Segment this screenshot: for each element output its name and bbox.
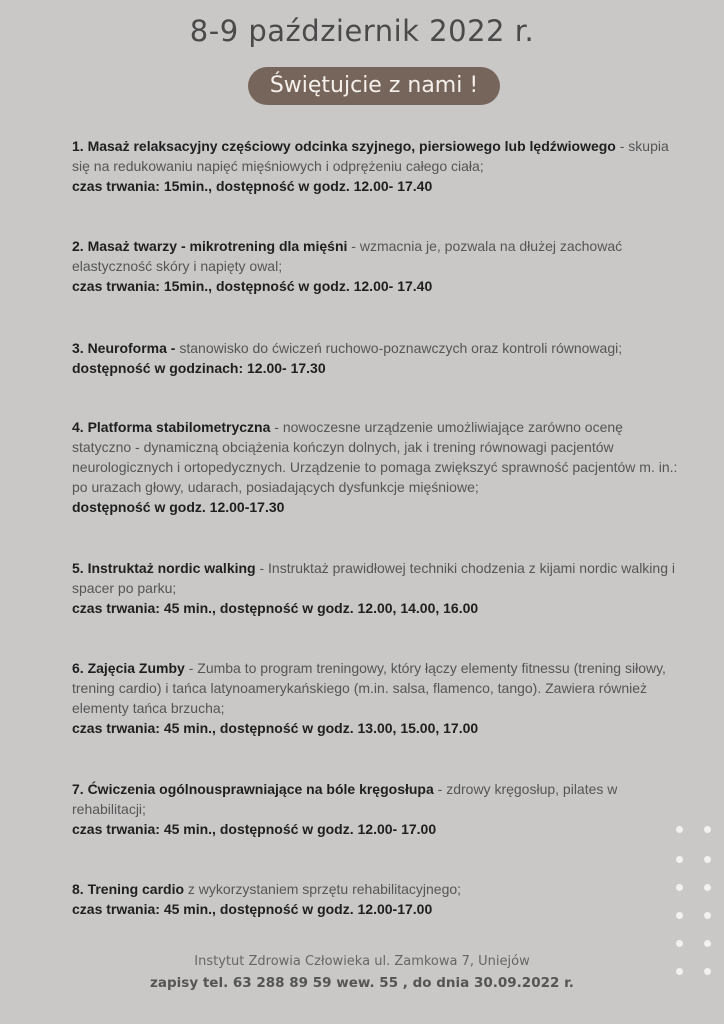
dot-icon: [676, 912, 683, 919]
item-desc: stanowisko do ćwiczeń ruchowo-poznawczych oraz kontroli równowagi;: [175, 340, 623, 356]
item-desc: - nowoczesne urządzenie umożliwiające zarówno ocenę statyczno - dynamiczną obciążenia kończyn dolnych, jak i trening równowagi pacjentów neurologicznych i ortopedycznych. Urządzenie to pomaga zwiększyć sprawność pacjentów m. in.: po urazach głowy, udarach, posiadających dysfunkcje mięśniowe;: [72, 419, 678, 495]
dot-icon: [704, 912, 711, 919]
list-item-face-massage: [72, 236, 682, 296]
item-detail: czas trwania: 45 min., dostępność w godz. 12.00, 14.00, 16.00: [72, 600, 479, 616]
dot-icon: [676, 856, 683, 863]
dot-icon: [704, 940, 711, 947]
item-detail: czas trwania: 45 min., dostępność w godz. 12.00-17.00: [72, 901, 433, 917]
dot-icon: [704, 826, 711, 833]
item-desc: - Zumba to program treningowy, który łączy elementy fitnessu (trening siłowy, trening cardio) i tańca latynoamerykańskiego (m.in. salsa, flamenco, tango). Zawiera również elementy tańca brzucha;: [72, 660, 666, 716]
event-date: 8-9 październik 2022 r.: [189, 14, 535, 48]
item-desc: - skupia się na redukowaniu napięć mięśniowych i odprężeniu całego ciała;: [72, 138, 669, 174]
dot-icon: [676, 884, 683, 891]
item-title: 7. Ćwiczenia ogólnousprawniające na bóle kręgosłupa: [72, 781, 434, 797]
item-title: 5. Instruktaż nordic walking: [72, 560, 256, 576]
list-item-cardio: [72, 879, 682, 919]
item-detail: czas trwania: 15min., dostępność w godz. 12.00- 17.40: [72, 278, 433, 294]
celebrate-badge: Świętujcie z nami !: [248, 67, 500, 105]
dot-icon: [676, 968, 683, 975]
item-detail: dostępność w godz. 12.00-17.30: [72, 499, 285, 515]
footer-address: Instytut Zdrowia Człowieka ul. Zamkowa 7, Uniejów: [194, 954, 530, 969]
item-title: 4. Platforma stabilometryczna: [72, 419, 271, 435]
item-desc: - Instruktaż prawidłowej techniki chodzenia z kijami nordic walking i spacer po parku;: [72, 560, 675, 596]
list-item-massage-relax: [72, 136, 682, 196]
list-item-platform: [72, 417, 682, 517]
list-item-neuroforma: [72, 338, 682, 378]
item-title: 6. Zajęcia Zumby: [72, 660, 185, 676]
item-desc: - wzmacnia je, pozwala na dłużej zachować elastyczność skóry i napięty owal;: [72, 238, 623, 274]
dot-icon: [676, 940, 683, 947]
item-desc: - zdrowy kręgosłup, pilates w rehabilitacji;: [72, 781, 618, 817]
item-detail: czas trwania: 45 min., dostępność w godz. 13.00, 15.00, 17.00: [72, 720, 479, 736]
dot-icon: [676, 826, 683, 833]
decorative-dots: [668, 822, 724, 992]
item-detail: czas trwania: 45 min., dostępność w godz. 12.00- 17.00: [72, 821, 437, 837]
dot-icon: [704, 884, 711, 891]
list-item-nordic-walking: [72, 558, 682, 618]
item-title: 1. Masaż relaksacyjny częściowy odcinka szyjnego, piersiowego lub lędźwiowego: [72, 138, 616, 154]
item-desc: z wykorzystaniem sprzętu rehabilitacyjnego;: [184, 881, 462, 897]
dot-icon: [704, 856, 711, 863]
footer-contact: zapisy tel. 63 288 89 59 wew. 55 , do dnia 30.09.2022 r.: [150, 975, 574, 991]
footer: [0, 952, 724, 994]
item-detail: dostępność w godzinach: 12.00- 17.30: [72, 360, 326, 376]
list-item-spine-exercises: [72, 779, 682, 839]
item-title: 2. Masaż twarzy - mikrotrening dla mięśni: [72, 238, 348, 254]
item-detail: czas trwania: 15min., dostępność w godz. 12.00- 17.40: [72, 178, 433, 194]
dot-icon: [704, 968, 711, 975]
item-title: 3. Neuroforma -: [72, 340, 176, 356]
item-title: 8. Trening cardio: [72, 881, 185, 897]
list-item-zumba: [72, 658, 682, 738]
